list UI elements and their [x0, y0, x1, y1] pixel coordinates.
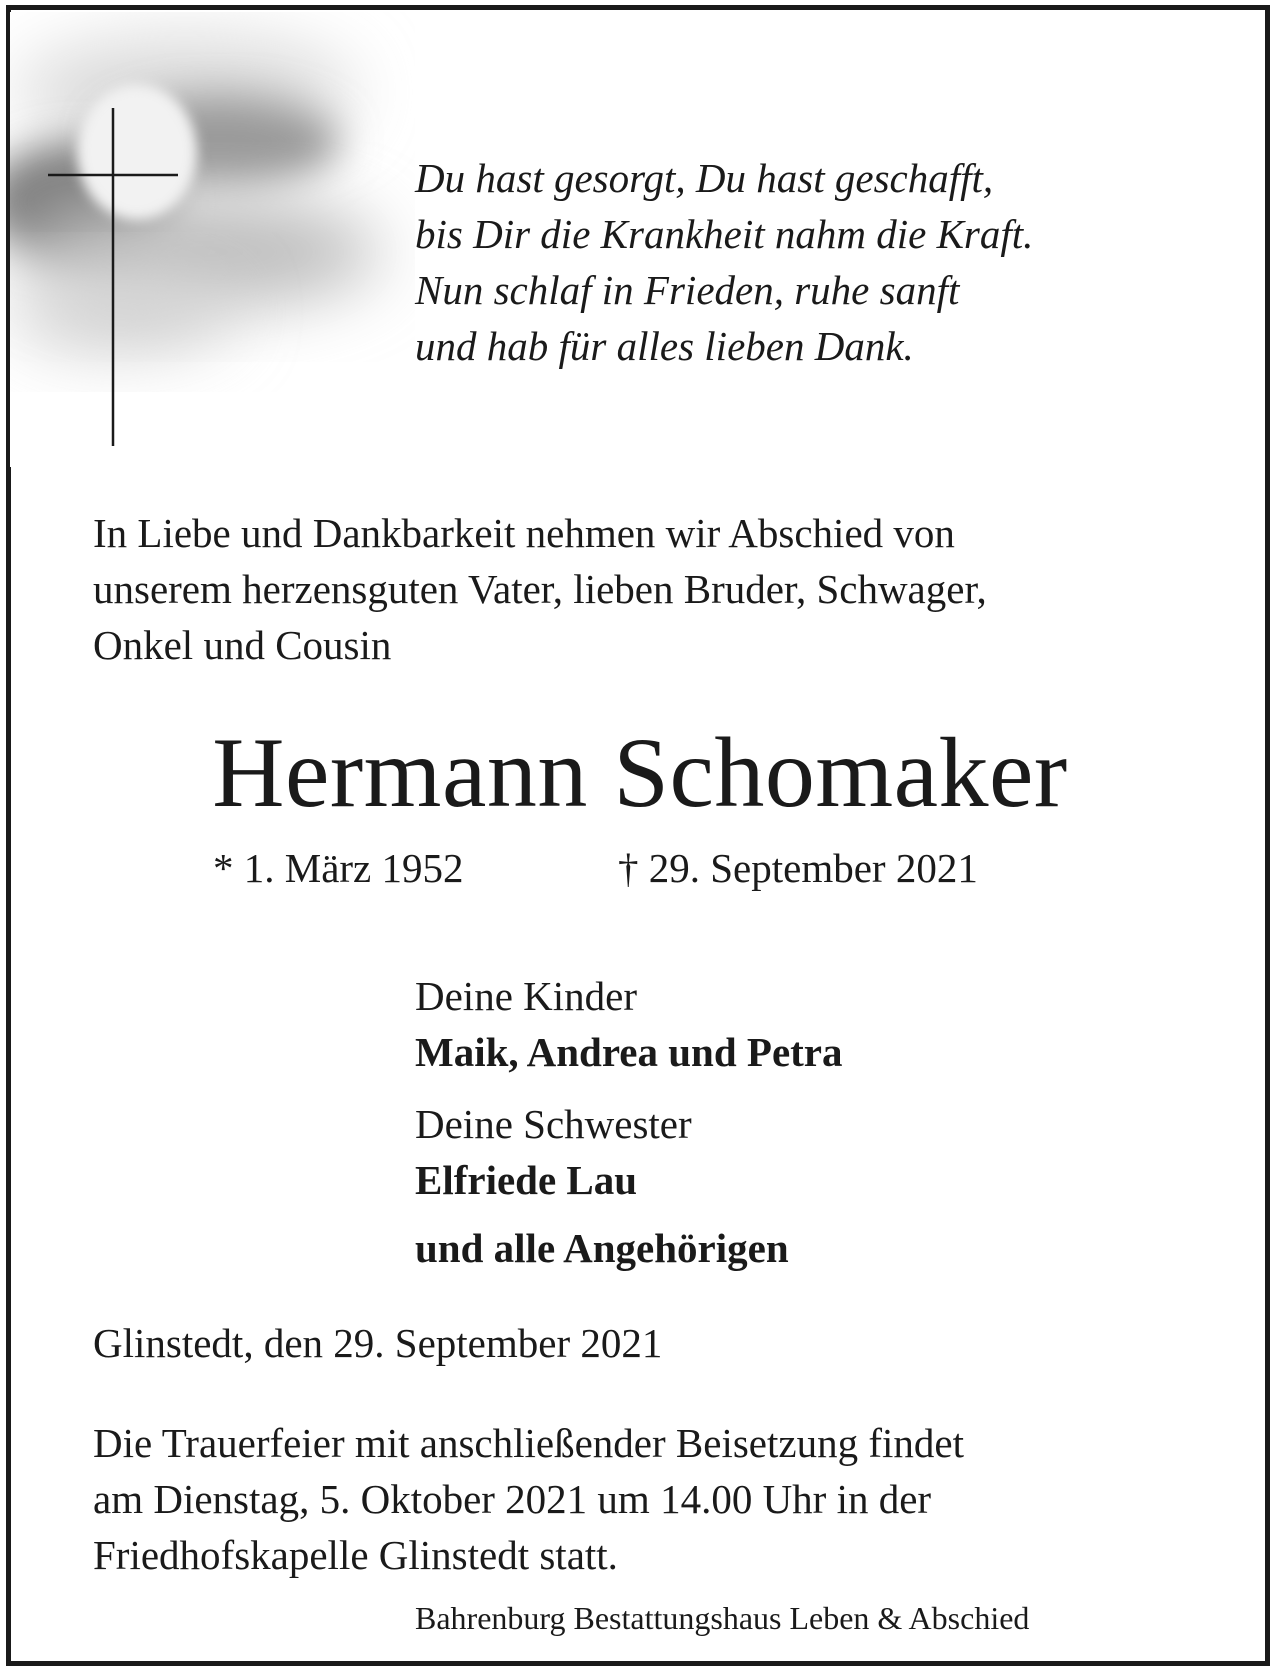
- survivor-role: Deine Kinder: [415, 973, 637, 1019]
- survivor-names: Maik, Andrea und Petra: [415, 1029, 843, 1075]
- poem-line: Nun schlaf in Frieden, ruhe sanft: [415, 267, 960, 313]
- cross-icon: [10, 12, 415, 467]
- all-relatives: und alle Angehörigen: [415, 1225, 789, 1271]
- ceremony-info: [93, 1415, 1213, 1583]
- ceremony-line: Die Trauerfeier mit anschließender Beisetzung findet: [93, 1420, 964, 1466]
- poem: [415, 150, 1215, 374]
- ceremony-line: Friedhofskapelle Glinstedt statt.: [93, 1532, 618, 1578]
- spacer: [415, 1080, 1235, 1096]
- poem-line: Du hast gesorgt, Du hast geschafft,: [415, 155, 994, 201]
- death-date: † 29. September 2021: [618, 845, 978, 891]
- intro-line: unserem herzensguten Vater, lieben Bruder, Schwager,: [93, 566, 987, 612]
- poem-line: bis Dir die Krankheit nahm die Kraft.: [415, 211, 1034, 257]
- intro-text: [93, 505, 1213, 673]
- birth-date: * 1. März 1952: [213, 845, 464, 891]
- spacer: [415, 1208, 1235, 1220]
- undertaker-credit: Bahrenburg Bestattungshaus Leben & Abschied: [415, 1600, 1030, 1636]
- survivor-role: Deine Schwester: [415, 1101, 692, 1147]
- deceased-name: Hermann Schomaker: [212, 717, 1068, 828]
- place-date: Glinstedt, den 29. September 2021: [93, 1320, 663, 1366]
- ceremony-line: am Dienstag, 5. Oktober 2021 um 14.00 Uhr in der: [93, 1476, 932, 1522]
- survivor-names: Elfriede Lau: [415, 1157, 638, 1203]
- cross-emblem: [10, 12, 415, 467]
- intro-line: Onkel und Cousin: [93, 622, 392, 668]
- intro-line: In Liebe und Dankbarkeit nehmen wir Abschied von: [93, 510, 955, 556]
- poem-line: und hab für alles lieben Dank.: [415, 323, 914, 369]
- survivors-list: [415, 968, 1235, 1276]
